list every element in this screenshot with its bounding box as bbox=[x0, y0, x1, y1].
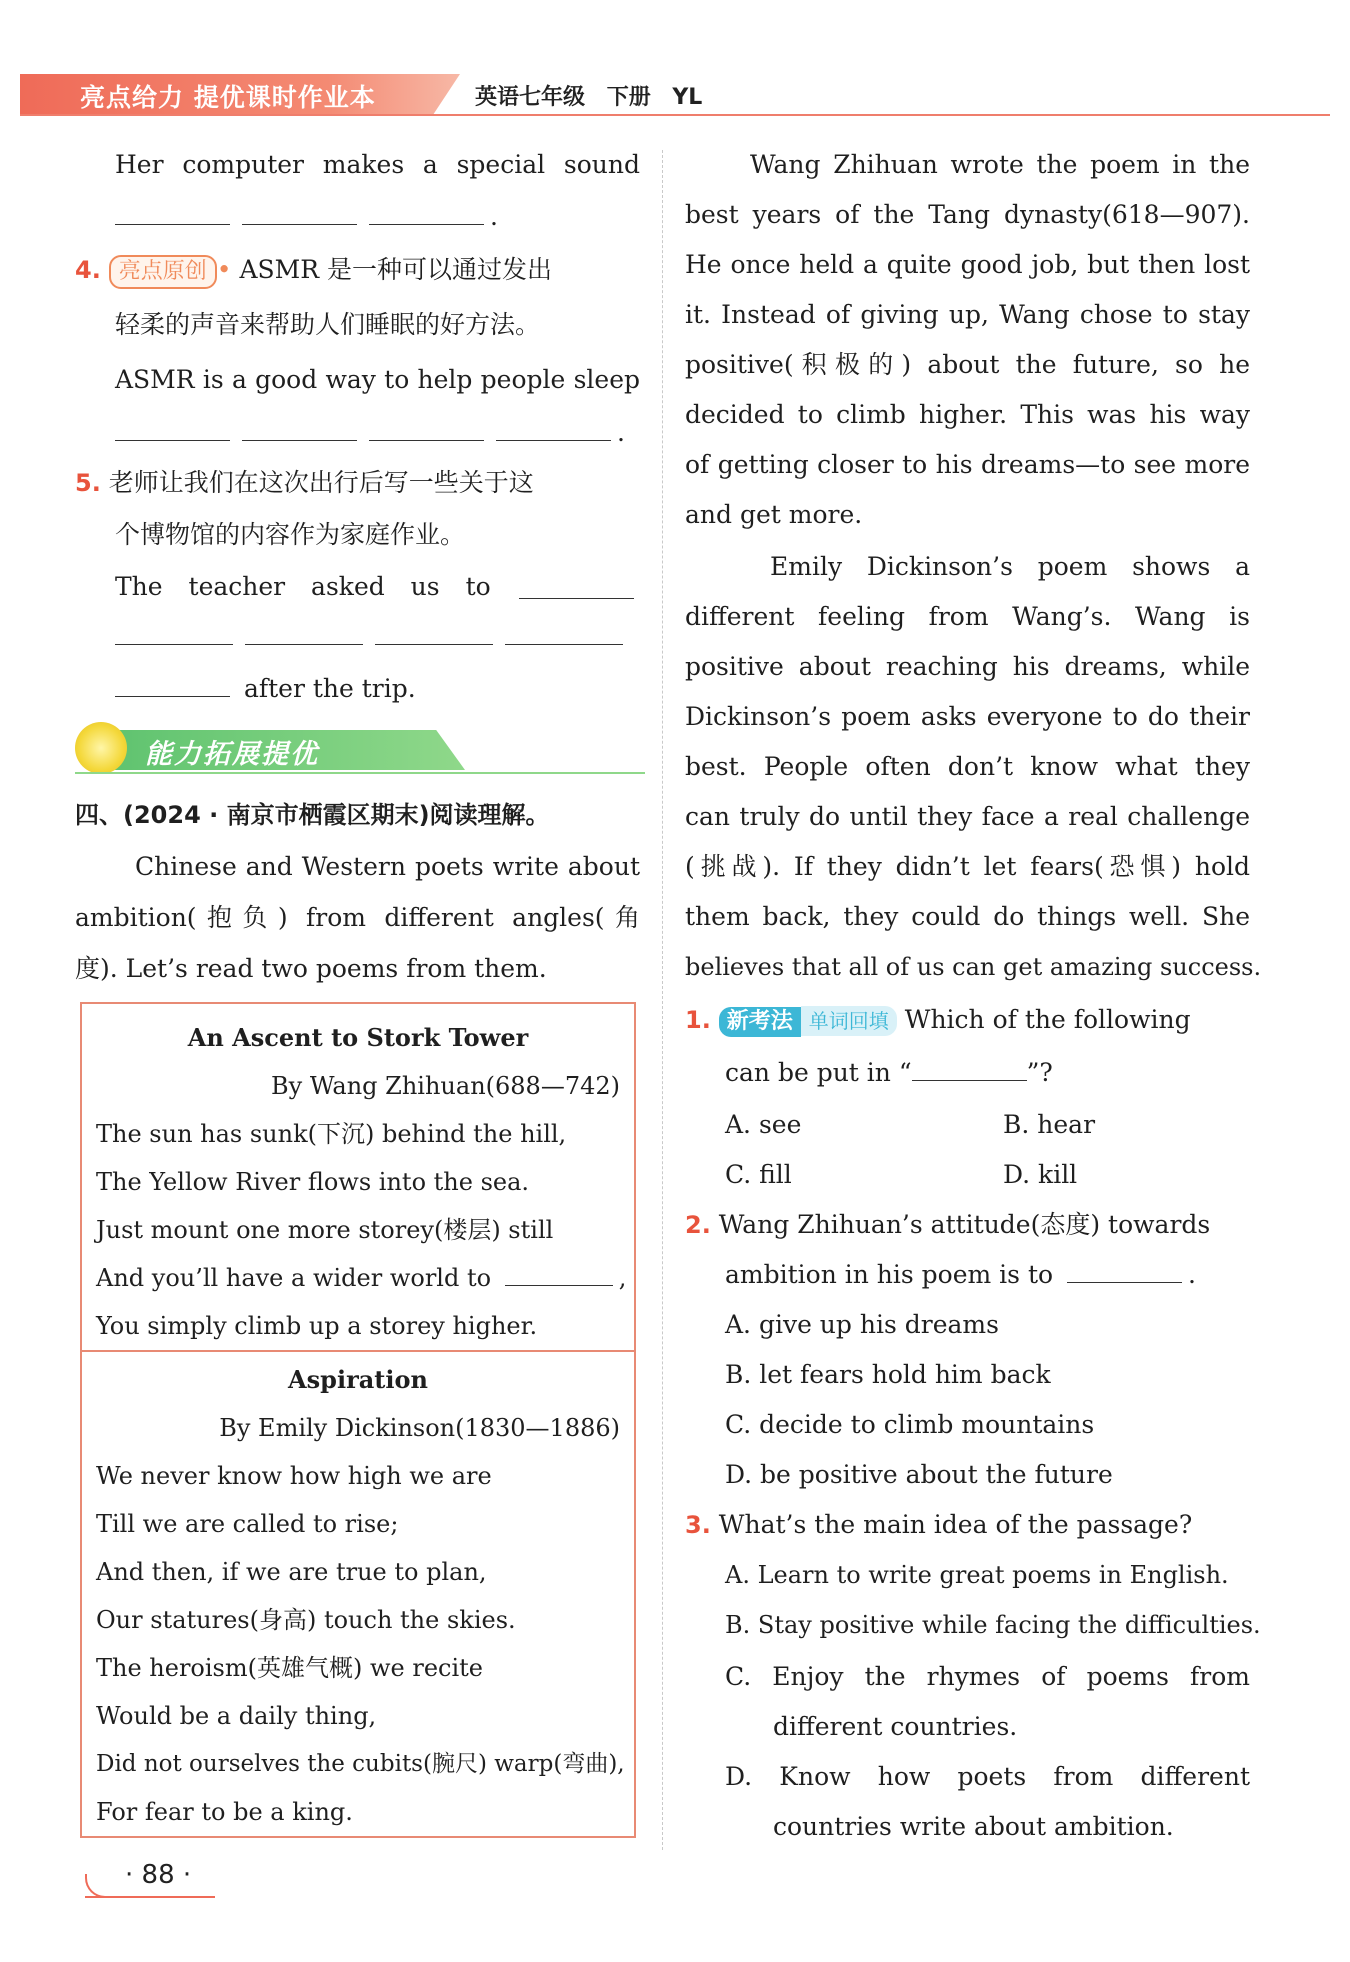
q3-option-cont: different countries. bbox=[773, 1712, 1018, 1741]
para2-line: them back, they could do things well. She bbox=[685, 902, 1250, 931]
q1-option[interactable]: C. fill bbox=[725, 1160, 792, 1189]
poem1-title: An Ascent to Stork Tower bbox=[187, 1023, 529, 1052]
question-number: 2. bbox=[685, 1211, 711, 1239]
answer-blank[interactable] bbox=[115, 414, 230, 441]
q3-option[interactable]: D. Know how poets from different bbox=[725, 1762, 1250, 1791]
question-number: 5. bbox=[75, 469, 101, 497]
question-number: 1. bbox=[685, 1006, 711, 1034]
answer-blank[interactable] bbox=[912, 1054, 1027, 1081]
tag-dot-icon: • bbox=[216, 255, 232, 284]
q5-cn-1: 老师让我们在这次出行后写一些关于这 bbox=[108, 468, 534, 497]
q4-line1 bbox=[75, 245, 552, 295]
q1-option[interactable]: D. kill bbox=[1003, 1160, 1078, 1189]
q5-blanks bbox=[115, 612, 629, 662]
answer-blank[interactable] bbox=[496, 414, 611, 441]
para2-line: (挑战). If they didn’t let fears(恐惧) hold bbox=[685, 852, 1250, 881]
q2-option[interactable]: D. be positive about the future bbox=[725, 1460, 1113, 1489]
q5-en-line1 bbox=[115, 562, 640, 612]
q2-option[interactable]: C. decide to climb mountains bbox=[725, 1410, 1095, 1439]
q1-stem-2a: can be put in “ bbox=[725, 1058, 912, 1087]
q3-option-cont: countries write about ambition. bbox=[773, 1812, 1174, 1841]
sun-leaf-icon bbox=[75, 722, 127, 774]
para1-line: decided to climb higher. This was his way bbox=[685, 400, 1250, 429]
q4-en: ASMR is a good way to help people sleep bbox=[115, 365, 640, 394]
poem2-line: Did not ourselves the cubits(腕尺) warp(弯曲), bbox=[96, 1751, 625, 1777]
q5-en-3: after the trip. bbox=[243, 674, 416, 703]
answer-blank[interactable] bbox=[375, 618, 493, 645]
answer-blank[interactable] bbox=[245, 618, 363, 645]
new-method-tag: 新考法 bbox=[719, 1007, 801, 1037]
para2-line: best. People often don’t know what they bbox=[685, 752, 1250, 781]
q4-blanks: . bbox=[115, 408, 625, 458]
q3-option[interactable]: B. Stay positive while facing the difficulties. bbox=[725, 1611, 1261, 1639]
para1-line: and get more. bbox=[685, 500, 863, 529]
q5-en-line3 bbox=[115, 664, 416, 714]
q5-en-1: The teacher asked us to bbox=[115, 572, 491, 601]
q3-sentence: Her computer makes a special sound bbox=[115, 150, 640, 179]
q2-stem-1: Wang Zhihuan’s attitude(态度) towards bbox=[718, 1210, 1211, 1239]
header-edition: YL bbox=[672, 85, 703, 110]
question-number: 4. bbox=[75, 256, 101, 284]
q3-option[interactable]: A. Learn to write great poems in English. bbox=[725, 1561, 1229, 1589]
poem2-line: And then, if we are true to plan, bbox=[96, 1558, 487, 1586]
answer-blank[interactable] bbox=[242, 414, 357, 441]
answer-blank[interactable] bbox=[242, 198, 357, 225]
poem2-line: Our statures(身高) touch the skies. bbox=[96, 1606, 516, 1634]
header-volume: 下册 bbox=[606, 85, 651, 110]
para1-line: it. Instead of giving up, Wang chose to stay bbox=[685, 300, 1250, 329]
word-fill-tag: 单词回填 bbox=[801, 1006, 897, 1036]
intro-line-3: 度). Let’s read two poems from them. bbox=[75, 954, 547, 983]
q5-cn-2: 个博物馆的内容作为家庭作业。 bbox=[115, 520, 466, 549]
q4-cn-1: ASMR 是一种可以通过发出 bbox=[239, 255, 553, 284]
q1-stem-2b: ”? bbox=[1026, 1058, 1053, 1087]
answer-blank[interactable] bbox=[519, 572, 634, 599]
original-tag: 亮点原创 bbox=[109, 255, 217, 289]
intro-line-2: ambition(抱负) from different angles(角 bbox=[75, 903, 640, 932]
q1-stem-1: Which of the following bbox=[904, 1005, 1191, 1034]
q3-blanks: . bbox=[115, 192, 498, 242]
q1-option[interactable]: A. see bbox=[725, 1110, 802, 1139]
poem1-line: You simply climb up a storey higher. bbox=[96, 1312, 538, 1340]
section-heading: 四、(2024 · 南京市栖霞区期末)阅读理解。 bbox=[75, 801, 550, 829]
q1-option[interactable]: B. hear bbox=[1003, 1110, 1096, 1139]
para2-line: believes that all of us can get amazing success. bbox=[685, 953, 1262, 981]
banner-title: 能力拓展提优 bbox=[145, 739, 319, 770]
section-banner bbox=[75, 722, 645, 774]
poem1-line: The sun has sunk(下沉) behind the hill, bbox=[96, 1120, 567, 1148]
q4-cn-2: 轻柔的声音来帮助人们睡眠的好方法。 bbox=[115, 310, 541, 339]
answer-blank[interactable] bbox=[505, 1259, 613, 1286]
poem1-line: And you’ll have a wider world to bbox=[96, 1264, 492, 1292]
poem2-line: Would be a daily thing, bbox=[96, 1702, 377, 1730]
poem1-line-with-blank: And you’ll have a wider world to , bbox=[96, 1254, 626, 1302]
para2-line: can truly do until they face a real challenge bbox=[685, 802, 1250, 831]
q2-stem-line2: ambition in his poem is to . bbox=[725, 1250, 1196, 1300]
intro-line-1: Chinese and Western poets write about bbox=[135, 852, 640, 881]
q3-stem: What’s the main idea of the passage? bbox=[718, 1510, 1193, 1539]
footer-arc bbox=[85, 1874, 127, 1898]
header-subject-line bbox=[475, 80, 702, 111]
para2-line: different feeling from Wang’s. Wang is bbox=[685, 602, 1250, 631]
answer-blank[interactable] bbox=[369, 198, 484, 225]
footer-line bbox=[85, 1896, 215, 1898]
poem2-line: Till we are called to rise; bbox=[96, 1510, 399, 1538]
para1-line: best years of the Tang dynasty(618—907). bbox=[685, 200, 1250, 229]
q2-option[interactable]: A. give up his dreams bbox=[725, 1310, 999, 1339]
q1-stem-line2 bbox=[725, 1048, 1053, 1098]
question-number: 3. bbox=[685, 1511, 711, 1539]
q3-stem-line bbox=[685, 1500, 1192, 1550]
poem-box bbox=[80, 1002, 636, 1838]
poem2-line: For fear to be a king. bbox=[96, 1798, 353, 1826]
answer-blank[interactable] bbox=[1067, 1256, 1182, 1283]
q2-option[interactable]: B. let fears hold him back bbox=[725, 1360, 1051, 1389]
poem2-author: By Emily Dickinson(1830—1886) bbox=[219, 1414, 620, 1442]
poem1-author: By Wang Zhihuan(688—742) bbox=[271, 1072, 620, 1100]
column-divider bbox=[662, 150, 663, 1850]
para1-line: positive(积极的) about the future, so he bbox=[685, 350, 1250, 379]
q1-stem-line1 bbox=[685, 995, 1191, 1045]
answer-blank[interactable] bbox=[115, 198, 230, 225]
para2-line: Dickinson’s poem asks everyone to do their bbox=[685, 702, 1250, 731]
q2-stem-2: ambition in his poem is to bbox=[725, 1260, 1054, 1289]
answer-blank[interactable] bbox=[115, 670, 230, 697]
q2-stem-line1 bbox=[685, 1200, 1210, 1250]
q3-option[interactable]: C. Enjoy the rhymes of poems from bbox=[725, 1662, 1250, 1691]
header-brand: 亮点给力 提优课时作业本 bbox=[80, 83, 376, 112]
answer-blank[interactable] bbox=[369, 414, 484, 441]
poem-divider bbox=[82, 1350, 634, 1352]
para1-line: He once held a quite good job, but then lost bbox=[685, 250, 1250, 279]
poem2-line: The heroism(英雄气概) we recite bbox=[96, 1654, 483, 1682]
q5-line1 bbox=[75, 458, 534, 508]
poem1-line: The Yellow River flows into the sea. bbox=[96, 1168, 530, 1196]
page-footer bbox=[85, 1860, 215, 1900]
para1-line: Wang Zhihuan wrote the poem in the bbox=[750, 150, 1250, 179]
page-number: · 88 · bbox=[125, 1860, 192, 1890]
answer-blank[interactable] bbox=[115, 618, 233, 645]
poem1-line: Just mount one more storey(楼层) still bbox=[96, 1216, 554, 1244]
para1-line: of getting closer to his dreams—to see more bbox=[685, 450, 1250, 479]
banner-underline bbox=[75, 772, 645, 774]
answer-blank[interactable] bbox=[505, 618, 623, 645]
header-subject: 英语七年级 bbox=[475, 85, 586, 110]
poem2-line: We never know how high we are bbox=[96, 1462, 492, 1490]
poem2-title: Aspiration bbox=[288, 1365, 428, 1394]
para2-line: positive about reaching his dreams, while bbox=[685, 652, 1250, 681]
para2-line: Emily Dickinson’s poem shows a bbox=[770, 552, 1250, 581]
header-rule bbox=[20, 114, 1330, 116]
page-header bbox=[20, 70, 1330, 116]
